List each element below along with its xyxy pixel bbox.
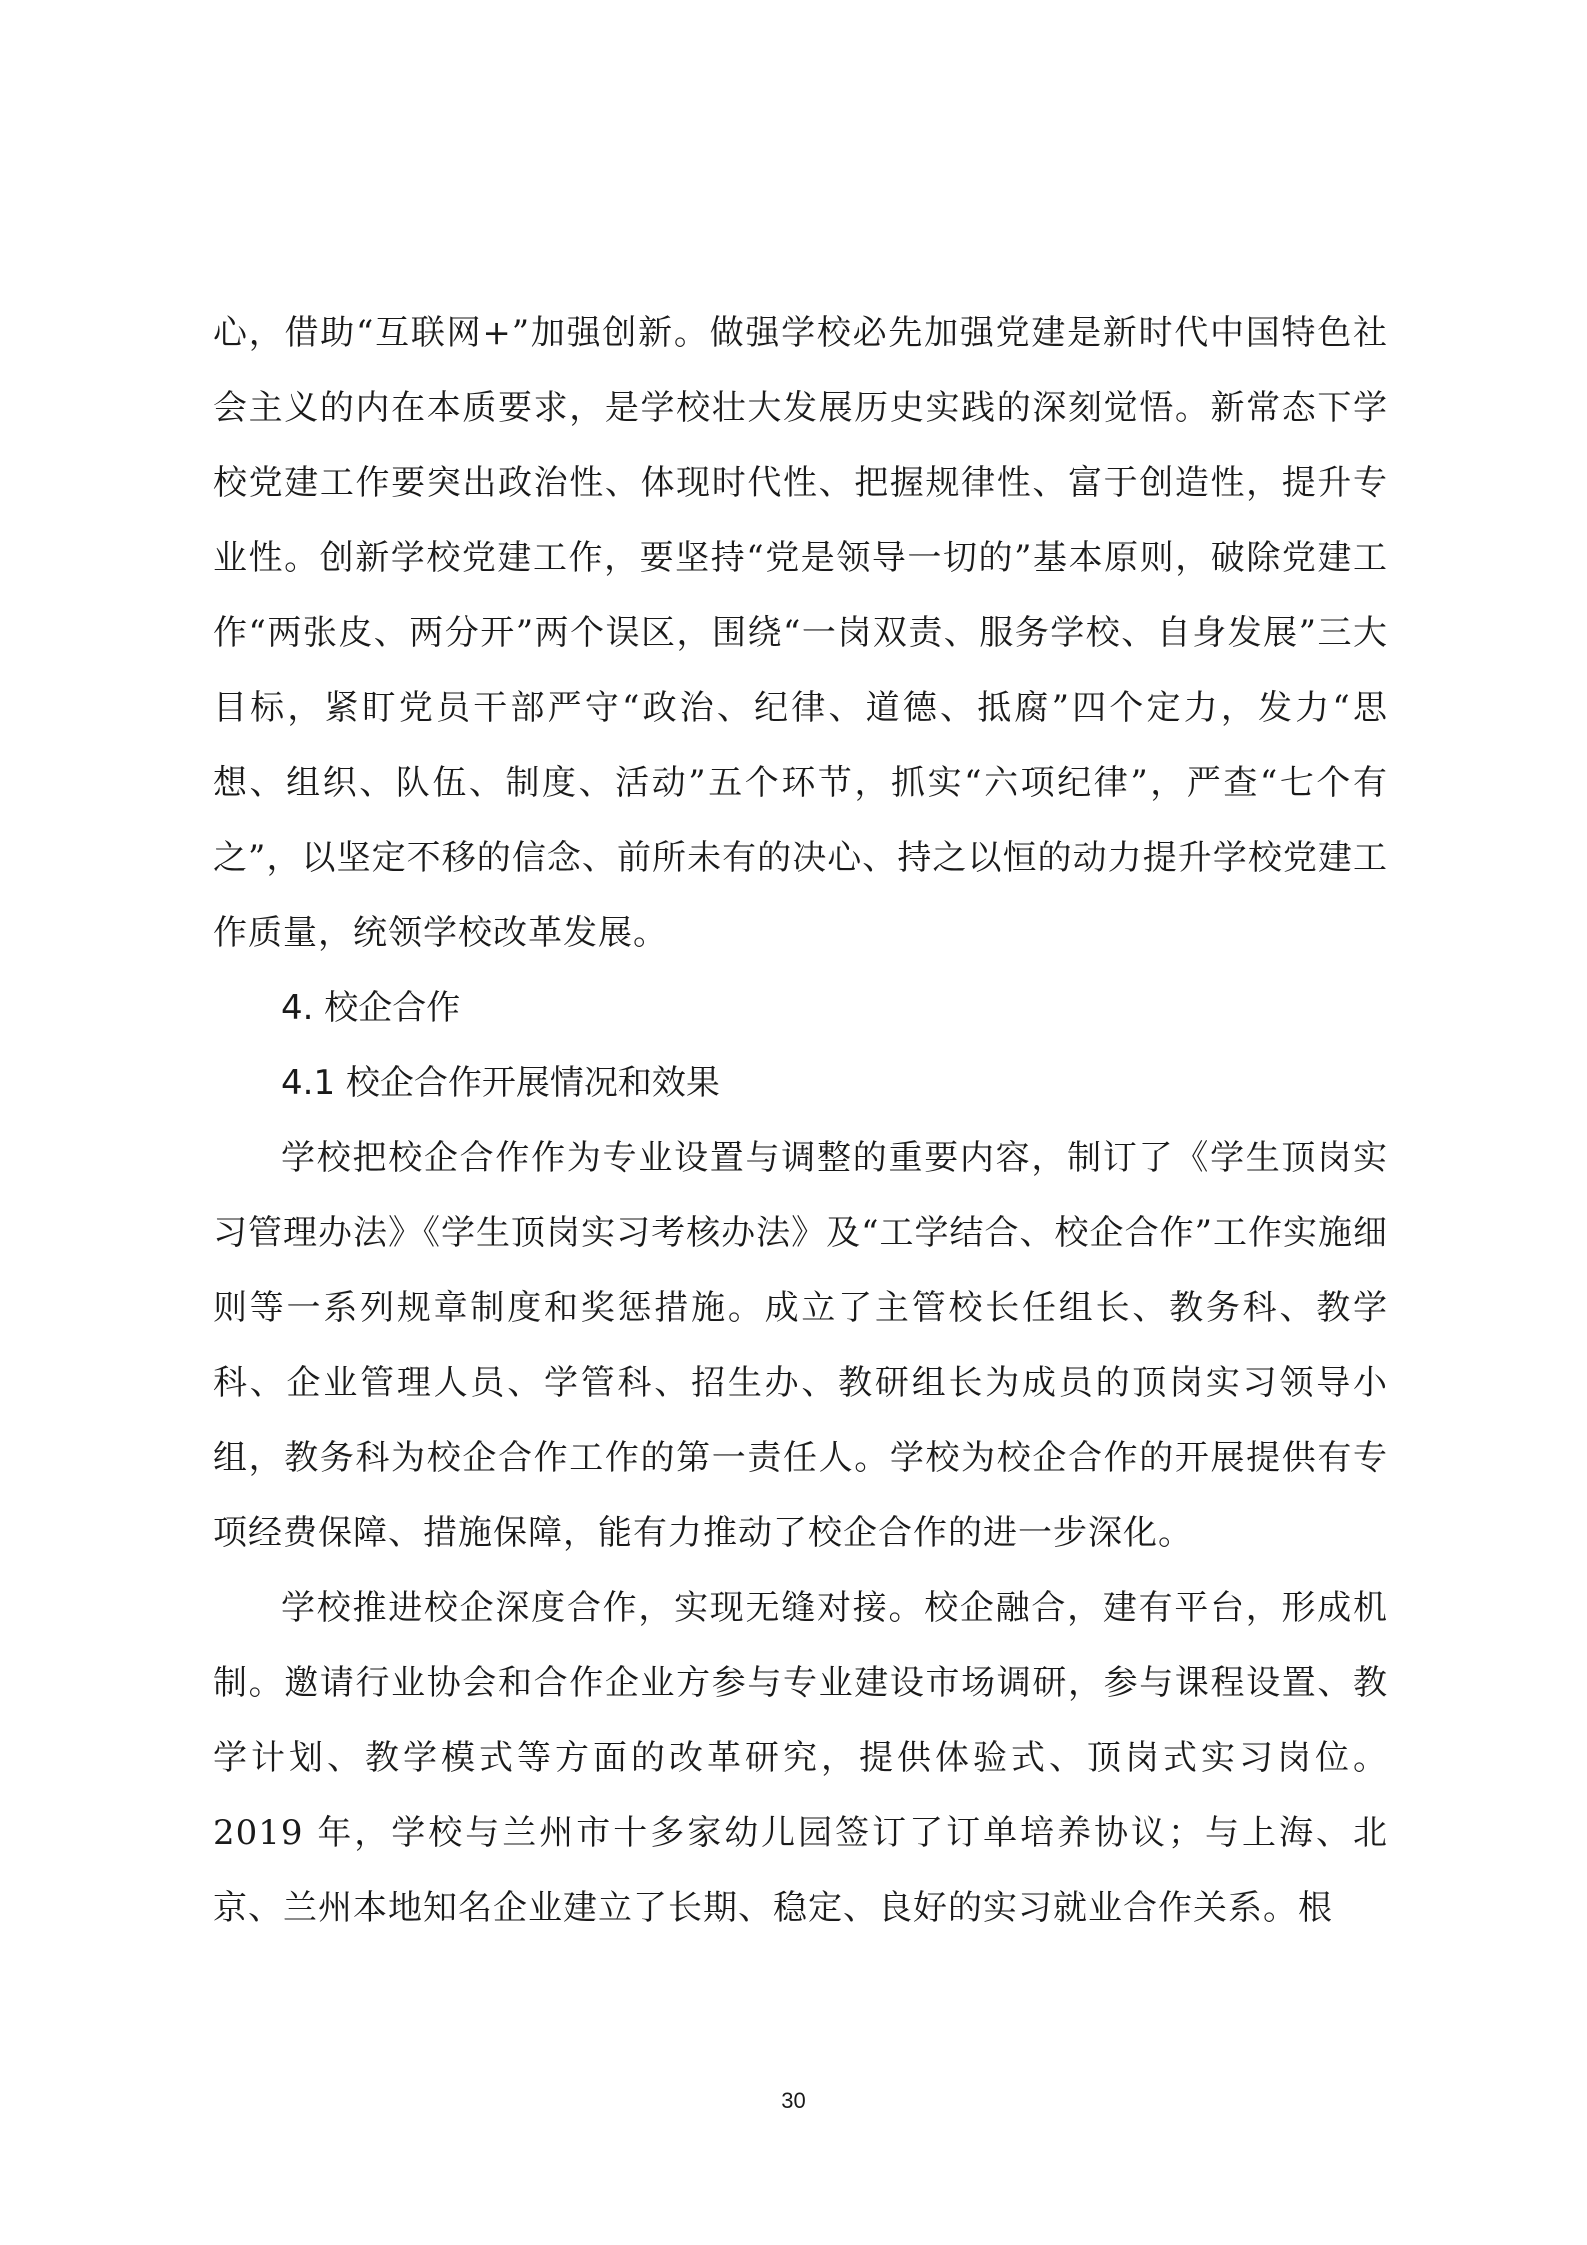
document-body	[213, 296, 1388, 1946]
page-number: 30	[781, 2088, 806, 2113]
body-paragraph-party-building: 心，借助“互联网+”加强创新。做强学校必先加强党建是新时代中国特色社会主义的内在本质要求，是学校壮大发展历史实践的深刻觉悟。新常态下学校党建工作要突出政治性、体现时代性、把握规律性、富于创造性，提升专业性。创新学校党建工作，要坚持“党是领导一切的”基本原则，破除党建工作“两张皮、两分开”两个误区，围绕“一岗双责、服务学校、自身发展”三大目标，紧盯党员干部严守“政治、纪律、道德、抵腐”四个定力，发力“思想、组织、队伍、制度、活动”五个环节，抓实“六项纪律”，严查“七个有之”，以坚定不移的信念、前所未有的决心、持之以恒的动力提升学校党建工作质量，统领学校改革发展。	[213, 313, 1388, 953]
subsection-heading-cooperation-results: 4.1 校企合作开展情况和效果	[281, 1063, 720, 1103]
section-heading-school-enterprise: 4. 校企合作	[281, 988, 461, 1028]
body-paragraph-deep-cooperation: 学校推进校企深度合作，实现无缝对接。校企融合，建有平台，形成机制。邀请行业协会和合作企业方参与专业建设市场调研，参与课程设置、教学计划、教学模式等方面的改革研究，提供体验式、顶岗式实习岗位。2019 年，学校与兰州市十多家幼儿园签订了订单培养协议；与上海、北京、兰州本地知名企业建立了长期、稳定、良好的实习就业合作关系。根	[213, 1588, 1388, 1928]
body-paragraph-cooperation-rules: 学校把校企合作作为专业设置与调整的重要内容，制订了《学生顶岗实习管理办法》《学生顶岗实习考核办法》及“工学结合、校企合作”工作实施细则等一系列规章制度和奖惩措施。成立了主管校长任组长、教务科、教学科、企业管理人员、学管科、招生办、教研组长为成员的顶岗实习领导小组，教务科为校企合作工作的第一责任人。学校为校企合作的开展提供有专项经费保障、措施保障，能有力推动了校企合作的进一步深化。	[213, 1138, 1388, 1553]
